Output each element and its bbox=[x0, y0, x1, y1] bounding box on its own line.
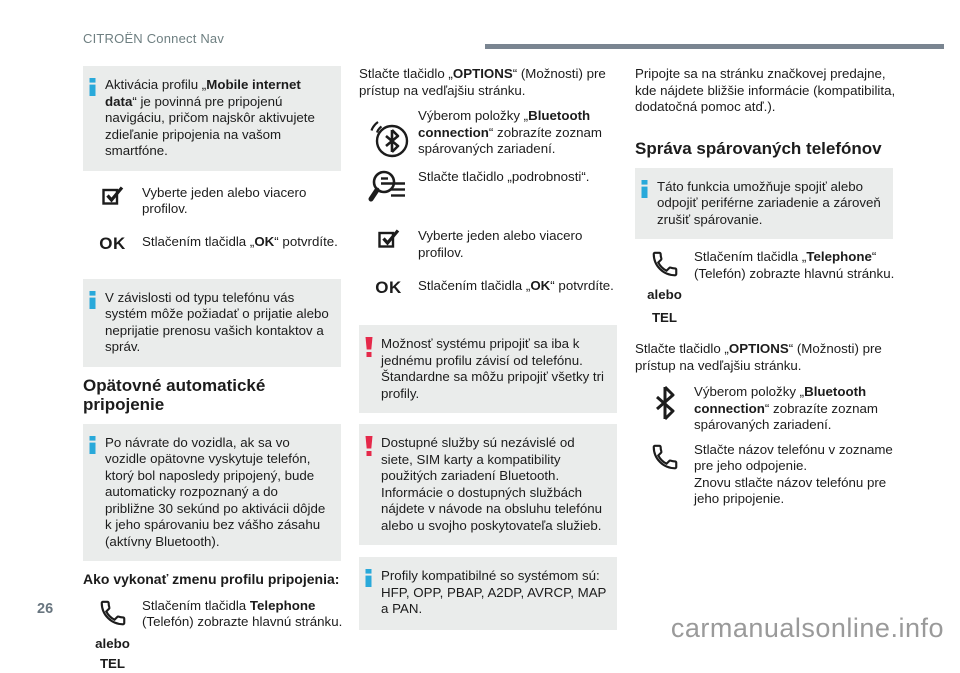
bluetooth-wireless-icon bbox=[368, 108, 410, 164]
alebo-label: alebo bbox=[647, 287, 682, 302]
options-text: Stlačte tlačidlo „OPTIONS“ (Možnosti) pre prístup na vedľajšiu stránku. bbox=[635, 341, 882, 373]
step-text: Výberom položky „Bluetooth connection“ zobrazíte zoznam spárovaných zariadení. bbox=[418, 108, 602, 156]
info-box-contacts bbox=[83, 279, 341, 367]
warning-text: Dostupné služby sú nezávislé od siete, SIM karty a kompatibility použitých zariadení Bluetooth. Informácie o dostupných službách nájdete v návode na obsluhu telefónu alebo u svojho poskytovateľa služieb. bbox=[381, 435, 603, 533]
column-left bbox=[83, 66, 347, 673]
info-text: Po návrate do vozidla, ak sa vo vozidle opätovne vyskytuje telefón, ktorý bol naposledy pripojený, bude automaticky rozpoznaný a do približne 30 sekúnd po aktivácii dôjde k jeho spárovaniu bez vášho zásahu (aktívny Bluetooth). bbox=[105, 434, 326, 549]
step-ok bbox=[359, 278, 623, 298]
intro-dealer-text: Pripojte sa na stránku značkovej predajne, kde nájdete bližšie informácie (kompatibilita, dodatočná pomoc atď.). bbox=[635, 66, 896, 114]
info-box-activation bbox=[83, 66, 341, 171]
info-icon bbox=[89, 291, 96, 309]
phone-handset-icon bbox=[650, 249, 680, 279]
step-text: Výberom položky „Bluetooth connection“ zobrazíte zoznam spárovaných zariadení. bbox=[694, 384, 878, 432]
step-bluetooth-connection bbox=[359, 108, 623, 164]
intro-options-text: Stlačte tlačidlo „OPTIONS“ (Možnosti) pre prístup na vedľajšiu stránku. bbox=[359, 66, 606, 98]
alebo-label: alebo bbox=[95, 635, 130, 651]
watermark-text: carmanualsonline.info bbox=[670, 613, 944, 643]
column-middle bbox=[359, 66, 623, 630]
warning-icon bbox=[365, 436, 373, 456]
document-title: CITROËN Connect Nav bbox=[83, 31, 225, 46]
info-icon bbox=[89, 436, 96, 454]
step-phone-name bbox=[635, 442, 899, 508]
bluetooth-icon bbox=[654, 384, 676, 422]
step-select-profiles bbox=[359, 228, 623, 261]
column-right bbox=[635, 66, 899, 508]
info-text: Aktivácia profilu „Mobile internet data“ je povinná pre pripojenú navigáciu, pričom najskôr aktivujete zdieľanie pripojenia na vašom smartfóne. bbox=[105, 77, 315, 158]
step-text: Stlačením tlačidla „OK“ potvrdíte. bbox=[418, 278, 614, 293]
step-text: Stlačte názov telefónu v zozname pre jeho odpojenie. Znovu stlačte názov telefónu pre jeho pripojenie. bbox=[694, 441, 893, 506]
info-text: Profily kompatibilné so systémom sú: HFP, OPP, PBAP, A2DP, AVRCP, MAP a PAN. bbox=[381, 568, 607, 616]
warning-box-services bbox=[359, 424, 617, 545]
step-text: Stlačením tlačidla „Telephone“ (Telefón) zobrazte hlavnú stránku. bbox=[694, 249, 895, 281]
page-number: 26 bbox=[37, 601, 54, 617]
warning-text: Možnosť systému pripojiť sa iba k jednému profilu závisí od telefónu. Štandardne sa môžu pripojiť všetky tri profily. bbox=[381, 336, 605, 401]
info-icon bbox=[365, 569, 372, 587]
info-box-profiles bbox=[359, 557, 617, 630]
info-text: V závislosti od typu telefónu vás systém môže požiadať o prijatie alebo neprijatie prenosu vašich kontaktov a správ. bbox=[105, 289, 329, 354]
section-heading-reconnect: Opätovné automatické pripojenie bbox=[83, 375, 266, 414]
magnifier-details-icon bbox=[367, 169, 411, 217]
step-telephone bbox=[635, 249, 899, 326]
tel-button-icon: TEL bbox=[651, 309, 678, 325]
section-heading-paired-phones: Správa spárovaných telefónov bbox=[635, 138, 882, 158]
step-ok bbox=[83, 234, 347, 254]
tel-button-icon: TEL bbox=[99, 656, 126, 671]
phone-handset-icon bbox=[650, 442, 680, 472]
info-icon bbox=[641, 180, 648, 198]
step-text: Stlačením tlačidla „OK“ potvrdíte. bbox=[142, 233, 338, 249]
step-telephone bbox=[83, 598, 347, 673]
subheading-change-profile: Ako vykonať zmenu profilu pripojenia: bbox=[83, 571, 340, 587]
info-icon bbox=[89, 78, 96, 96]
step-details bbox=[359, 169, 623, 217]
ok-button-icon: OK bbox=[375, 278, 402, 297]
info-box-function bbox=[635, 168, 893, 240]
checkbox-check-icon bbox=[102, 185, 124, 206]
warning-icon bbox=[365, 337, 373, 357]
step-select-profiles bbox=[83, 185, 347, 218]
step-text: Stlačte tlačidlo „podrobnosti“. bbox=[418, 169, 590, 184]
checkbox-check-icon bbox=[378, 228, 400, 249]
info-box-reconnect bbox=[83, 424, 341, 562]
warning-box-single-profile bbox=[359, 325, 617, 413]
step-text: Vyberte jeden alebo viacero profilov. bbox=[142, 184, 307, 216]
phone-handset-icon bbox=[98, 598, 128, 628]
header-accent-bar bbox=[485, 44, 944, 49]
info-text: Táto funkcia umožňuje spojiť alebo odpojiť periférne zariadenie a zároveň zrušiť spárovanie. bbox=[657, 178, 881, 227]
step-text: Stlačením tlačidla Telephone (Telefón) zobrazte hlavnú stránku. bbox=[142, 597, 343, 629]
ok-button-icon: OK bbox=[99, 233, 126, 253]
step-text: Vyberte jeden alebo viacero profilov. bbox=[418, 228, 583, 260]
step-bluetooth-connection bbox=[635, 384, 899, 434]
